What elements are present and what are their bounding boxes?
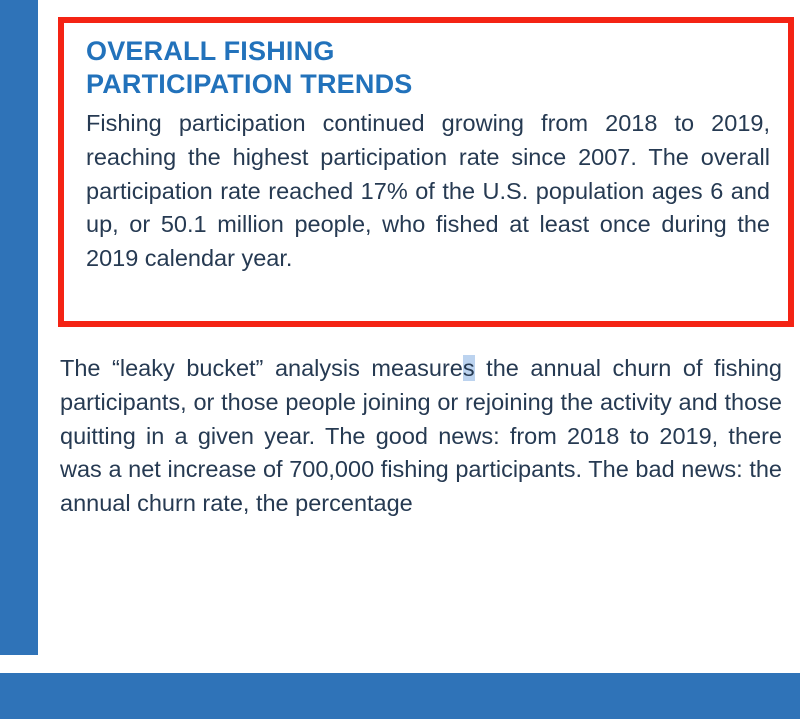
bottom-white-gap [0, 655, 800, 673]
paragraph-two-text [60, 352, 782, 521]
paragraph-two-part-1: The “leaky bucket” analysis measure [60, 355, 463, 381]
paragraph-two [60, 352, 782, 521]
paragraph-two-part-2: the annual churn of fishing participants, or those people joining or rejoining the activity and those quitting in a given year. The good news: from 2018 to 2019, there was a net increase of 700,000 fishing participants. The bad news: the annual churn rate, the percentage [60, 355, 782, 517]
callout-heading-line-2: PARTICIPATION TRENDS [86, 68, 413, 99]
highlighted-callout-box [58, 17, 794, 327]
callout-heading [86, 35, 770, 101]
callout-body-text: Fishing participation continued growing from 2018 to 2019, reaching the highest participation rate since 2007. The overall participation rate reached 17% of the U.S. population ages 6 and up, or 50.1 million people, who fished at least once during the 2019 calendar year. [86, 109, 770, 272]
callout-heading-line-1: OVERALL FISHING [86, 36, 335, 66]
bottom-blue-band [0, 673, 800, 719]
page-content [38, 0, 800, 655]
selected-character[interactable]: s [462, 355, 475, 381]
left-blue-band [0, 0, 38, 655]
